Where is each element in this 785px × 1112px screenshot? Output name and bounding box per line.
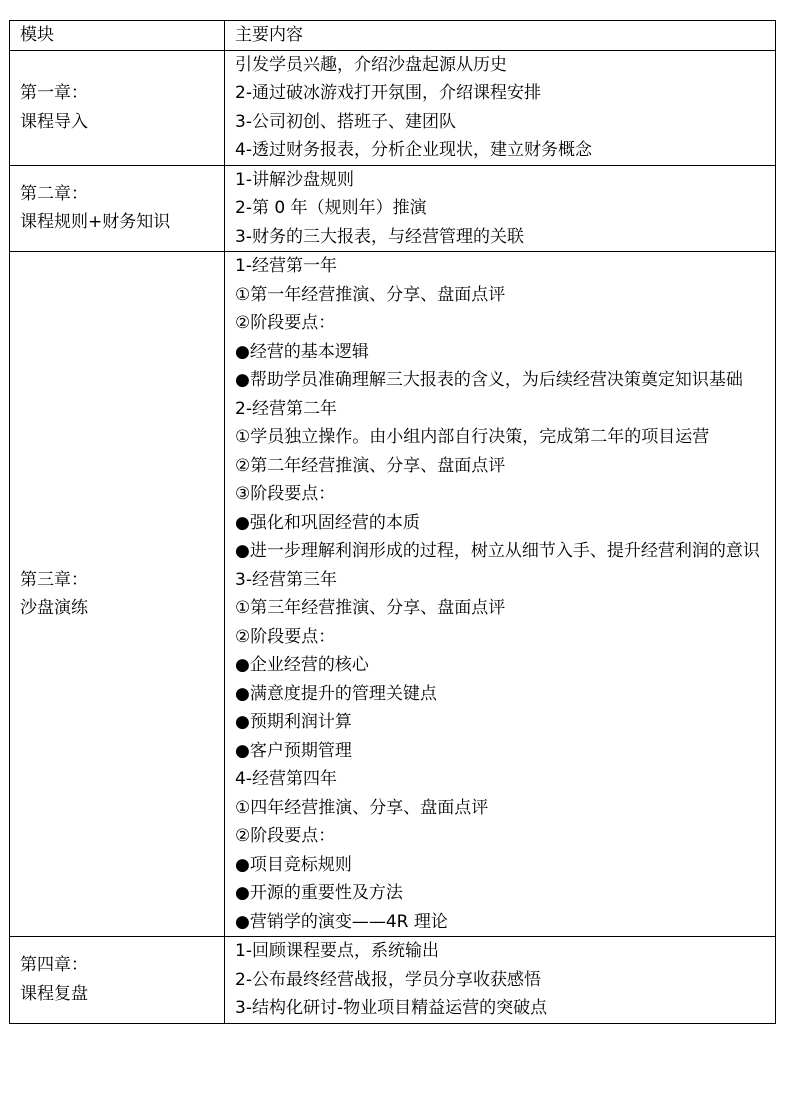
content-line: ●经营的基本逻辑 — [235, 341, 369, 362]
content-line: 3-结构化研讨-物业项目精益运营的突破点 — [235, 998, 548, 1018]
content-cell — [225, 252, 776, 937]
content-line: 1-回顾课程要点，系统输出 — [235, 941, 439, 961]
content-line: ●满意度提升的管理关键点 — [235, 683, 437, 704]
module-cell — [10, 937, 225, 1024]
content-line: 3-公司初创、搭班子、建团队 — [235, 111, 456, 132]
chapter-title: 沙盘演练 — [20, 598, 88, 618]
content-line: 2-第 0 年（规则年）推演 — [235, 198, 427, 218]
content-cell — [225, 165, 776, 252]
chapter-title: 课程复盘 — [20, 983, 88, 1004]
table-row — [10, 50, 776, 165]
content-line: ●项目竞标规则 — [235, 854, 352, 875]
content-line: ●营销学的演变——4R 理论 — [235, 911, 448, 932]
table-row — [10, 165, 776, 252]
content-line: 2-经营第二年 — [235, 398, 337, 419]
content-line: ①第一年经营推演、分享、盘面点评 — [235, 284, 506, 305]
module-cell — [10, 252, 225, 937]
chapter-label: 第二章： — [20, 183, 88, 204]
content-line: 2-公布最终经营战报，学员分享收获感悟 — [235, 969, 541, 990]
content-line: ①学员独立操作。由小组内部自行决策，完成第二年的项目运营 — [235, 427, 710, 447]
header-module: 模块 — [10, 21, 225, 51]
content-line: ●帮助学员准确理解三大报表的含义，为后续经营决策奠定知识基础 — [235, 370, 743, 390]
course-outline-table — [9, 20, 776, 1024]
content-line: 3-经营第三年 — [235, 569, 337, 590]
content-line: 引发学员兴趣，介绍沙盘起源从历史 — [235, 54, 507, 75]
content-line: 1-经营第一年 — [235, 256, 337, 276]
content-line: ●强化和巩固经营的本质 — [235, 512, 420, 533]
content-line: 4-透过财务报表，分析企业现状，建立财务概念 — [235, 140, 592, 160]
content-line: ●企业经营的核心 — [235, 655, 369, 675]
content-line: 3-财务的三大报表，与经营管理的关联 — [235, 226, 524, 247]
content-line: 2-通过破冰游戏打开氛围，介绍课程安排 — [235, 83, 541, 103]
chapter-label: 第三章： — [20, 569, 88, 590]
table-row — [10, 252, 776, 937]
table-header-row — [10, 21, 776, 51]
content-line: ②阶段要点： — [235, 826, 336, 846]
content-line: ②阶段要点： — [235, 626, 336, 647]
content-cell — [225, 937, 776, 1024]
module-cell — [10, 50, 225, 165]
content-line: 1-讲解沙盘规则 — [235, 169, 354, 190]
module-cell — [10, 165, 225, 252]
content-line: ③阶段要点： — [235, 484, 336, 504]
chapter-title: 课程导入 — [20, 111, 88, 132]
header-content: 主要内容 — [225, 21, 776, 51]
content-line: ●进一步理解利润形成的过程，树立从细节入手、提升经营利润的意识 — [235, 541, 760, 561]
content-line: ②第二年经营推演、分享、盘面点评 — [235, 455, 506, 476]
content-cell — [225, 50, 776, 165]
chapter-title: 课程规则+财务知识 — [20, 212, 171, 233]
content-line: ●开源的重要性及方法 — [235, 883, 403, 903]
chapter-label: 第一章： — [20, 83, 88, 103]
chapter-label: 第四章： — [20, 955, 88, 976]
content-line: ②阶段要点： — [235, 313, 336, 333]
content-line: ①四年经营推演、分享、盘面点评 — [235, 797, 489, 818]
content-line: 4-经营第四年 — [235, 769, 337, 789]
table-row — [10, 937, 776, 1024]
content-line: ①第三年经营推演、分享、盘面点评 — [235, 598, 506, 618]
content-line: ●客户预期管理 — [235, 740, 352, 761]
content-line: ●预期利润计算 — [235, 712, 352, 732]
